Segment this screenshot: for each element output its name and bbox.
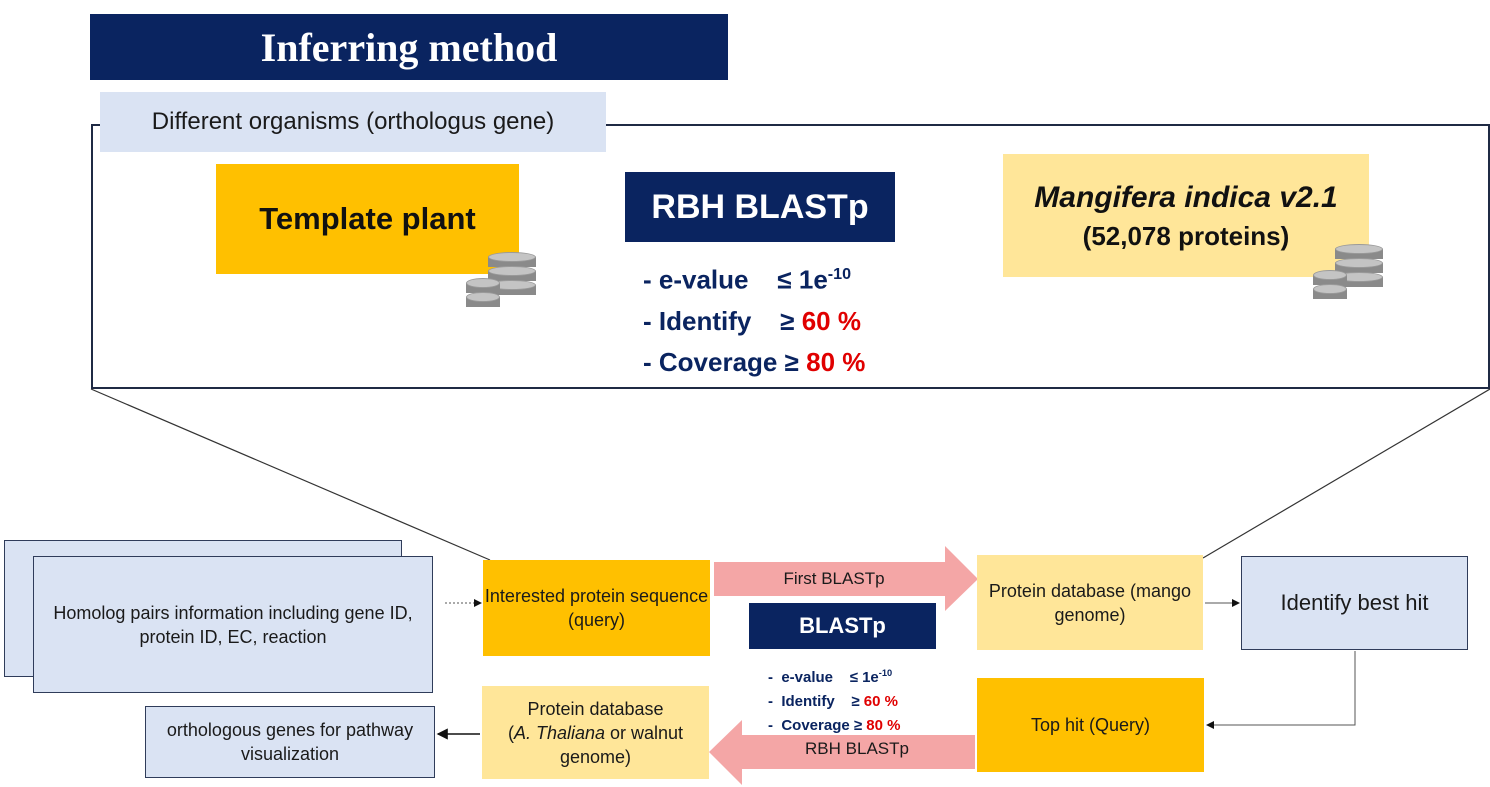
criteria-coverage: [643, 342, 865, 383]
zoom-line-right: [1203, 389, 1490, 558]
mango-protein-db-box: Protein database (mango genome): [977, 555, 1203, 650]
rbh-blastp-label: RBH BLASTp: [625, 172, 895, 242]
mango-species-label: Mangifera indica v2.1: [1034, 180, 1338, 214]
page-title: Inferring method: [90, 14, 728, 80]
query-sequence-box: Interested protein sequence (query): [483, 560, 710, 656]
besthit-to-tophit-arrow: [1207, 651, 1355, 725]
coverage-label: - Coverage ≥: [768, 717, 867, 734]
athal-db-title: Protein database: [527, 698, 664, 719]
coverage-value: 80 %: [866, 717, 901, 734]
criteria-evalue: [768, 661, 900, 690]
athal-db-paren: (: [507, 722, 514, 743]
athal-db-species: A. Thaliana: [513, 722, 605, 743]
athal-db-rest: or walnut genome): [559, 722, 684, 767]
organisms-label: Different organisms (orthologus gene): [100, 92, 606, 152]
evalue-label: - e-value ≤ 1e: [643, 264, 828, 295]
criteria-identify: [643, 301, 865, 342]
template-plant-box: Template plant: [216, 164, 519, 274]
blastp-label: BLASTp: [749, 603, 936, 649]
blast-criteria: [643, 254, 865, 383]
athaliana-db-box: [482, 686, 709, 779]
best-hit-box: Identify best hit: [1241, 556, 1468, 650]
first-blastp-label: First BLASTp: [783, 569, 885, 588]
rbh-blastp-flow-label: RBH BLASTp: [805, 739, 909, 758]
blast-criteria-small: [768, 661, 900, 738]
identify-value: 60 %: [863, 693, 898, 710]
identify-label: - Identify ≥: [768, 693, 864, 710]
evalue-exponent: -10: [878, 668, 893, 678]
coverage-label: - Coverage ≥: [643, 346, 807, 377]
evalue-exponent: -10: [827, 265, 852, 283]
top-hit-box: Top hit (Query): [977, 678, 1204, 772]
orthologous-genes-box: orthologous genes for pathway visualization: [145, 706, 435, 778]
database-icon: [1313, 244, 1383, 306]
identify-label: - Identify ≥: [643, 305, 802, 336]
criteria-coverage: [768, 714, 900, 738]
homolog-pairs-box: Homolog pairs information including gene ID, protein ID, EC, reaction: [33, 556, 433, 693]
database-icon: [466, 252, 536, 314]
evalue-label: - e-value ≤ 1e: [768, 669, 879, 686]
criteria-identify: [768, 690, 900, 714]
identify-value: 60 %: [801, 305, 861, 336]
coverage-value: 80 %: [806, 346, 866, 377]
zoom-line-left: [91, 389, 490, 560]
criteria-evalue: [643, 254, 865, 301]
mango-protein-count: (52,078 proteins): [1082, 220, 1290, 251]
